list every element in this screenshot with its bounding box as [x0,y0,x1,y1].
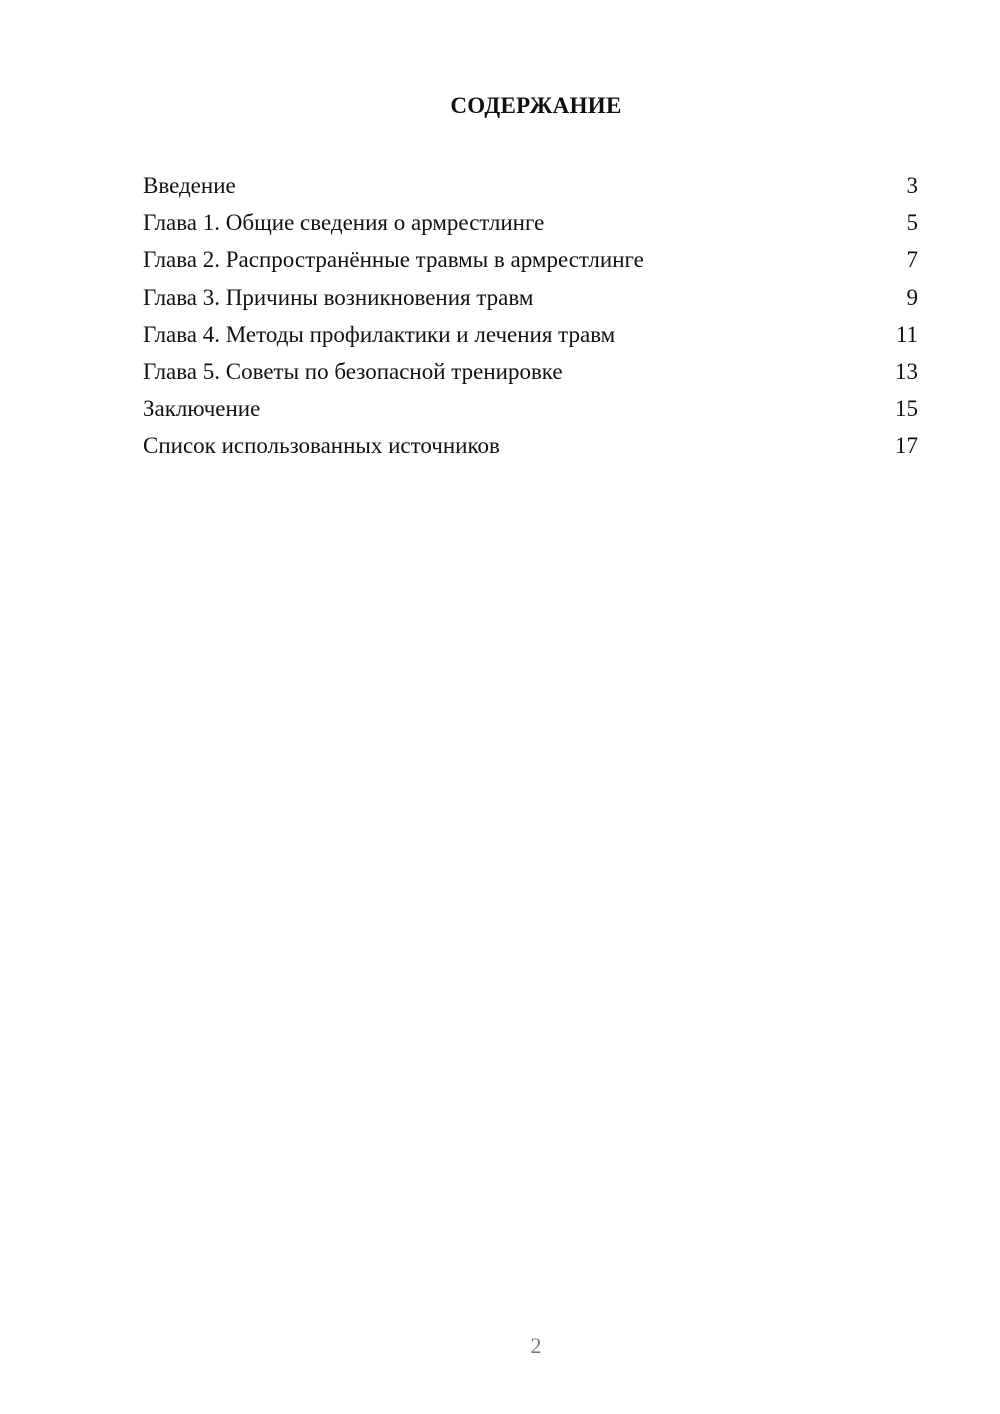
toc-item-chapter-5 [143,353,918,390]
toc-item-page: 13 [895,358,918,384]
toc-item-chapter-2 [143,241,918,278]
toc-item-page: 5 [906,210,918,236]
toc-item-chapter-4 [143,316,918,353]
toc-item-page: 11 [895,321,918,347]
toc-item-page: 3 [906,173,918,198]
toc-item-label: Глава 2. Распространённые травмы в армрестлинге [143,247,644,273]
toc-item-page: 17 [895,433,918,459]
toc-item-page: 9 [906,284,918,310]
toc-item-label: Глава 1. Общие сведения о армрестлинге [143,210,545,236]
toc-item-references [143,427,918,464]
toc-item-chapter-1 [143,204,918,241]
toc-item-page: 15 [895,396,918,422]
toc-item-label: Глава 4. Методы профилактики и лечения травм [143,321,616,347]
toc-item-chapter-3 [143,279,918,316]
toc-item-page: 7 [906,247,918,273]
page-title: СОДЕРЖАНИЕ [450,93,622,118]
toc-item-label: Введение [143,173,236,198]
toc-item-conclusion [143,390,918,427]
toc-item-label: Глава 3. Причины возникновения травм [143,284,534,310]
table-of-contents [143,167,918,465]
toc-item-label: Глава 5. Советы по безопасной тренировке [143,358,563,384]
page-number: 2 [530,1333,542,1358]
toc-item-introduction [143,167,918,204]
toc-item-label: Заключение [143,396,261,422]
toc-item-label: Список использованных источников [143,433,500,459]
